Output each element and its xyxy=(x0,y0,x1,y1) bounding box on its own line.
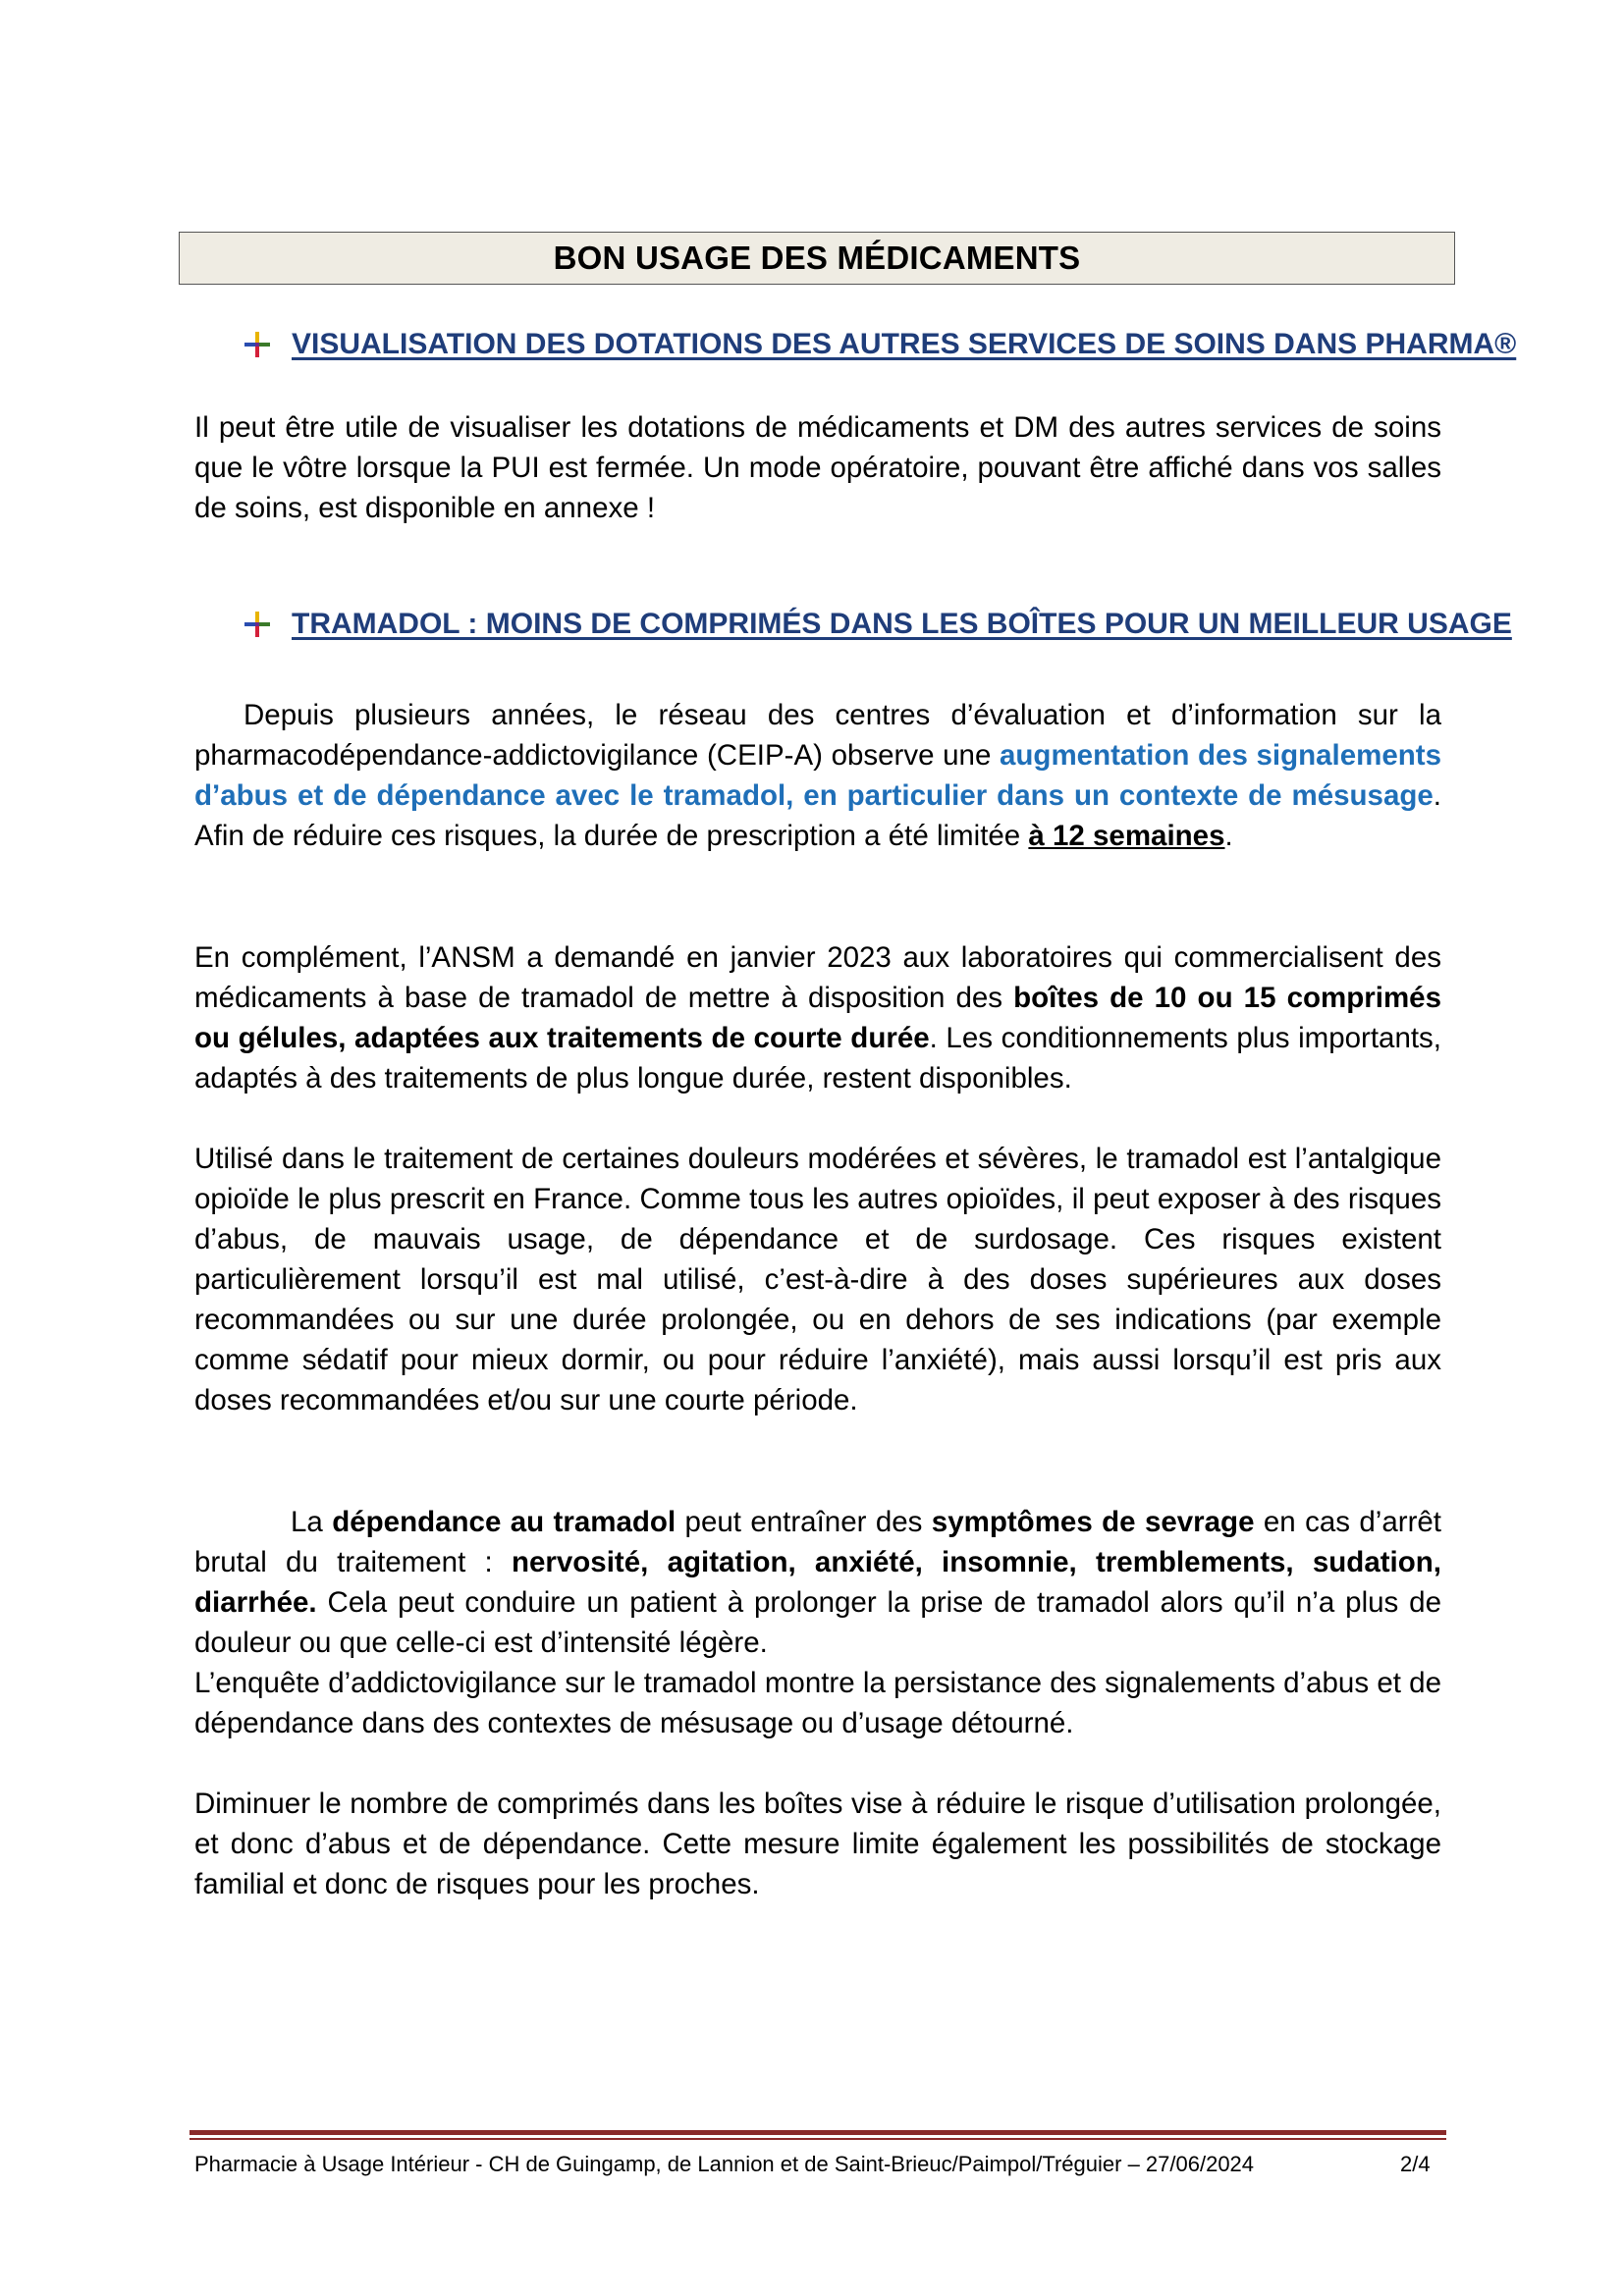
page-number: 2/4 xyxy=(1400,2152,1431,2176)
section2-heading xyxy=(243,608,1512,641)
section1-paragraph: Il peut être utile de visualiser les dotations de médicaments et DM des autres services de soins que le vôtre lorsque la PUI est fermée. Un mode opératoire, pouvant être affiché dans vos salles de soins, est disponible en annexe ! xyxy=(194,411,1441,524)
four-color-plus-bullet-icon xyxy=(243,330,272,359)
tramadol-paragraph-2: En complément, l’ANSM a demandé en janvier 2023 aux laboratoires qui commercialisent des médicaments à base de tramadol de mettre à disposition des boîtes de 10 ou 15 comprimés ou gélules, adaptées aux traitements de courte durée. Les conditionnements plus importants, adaptés à des traitements de plus longue durée, restent disponibles. xyxy=(194,941,1441,1095)
footer-divider xyxy=(189,2130,1446,2135)
section1-heading xyxy=(243,328,1516,361)
tramadol-paragraph-4: La dépendance au tramadol peut entraîner des symptômes de sevrage en cas d’arrêt brutal du traitement : nervosité, agitation, anxiété, insomnie, tremblements, sudation, diarrhée. Cela peut conduire un patient à prolonger la prise de tramadol alors qu’il n’a plus de douleur ou que celle-ci est d’intensité légère. xyxy=(194,1506,1441,1659)
section2-heading-text: TRAMADOL : MOINS DE COMPRIMÉS DANS LES BOÎTES POUR UN MEILLEUR USAGE xyxy=(292,608,1512,640)
tramadol-paragraph-5: L’enquête d’addictovigilance sur le tramadol montre la persistance des signalements d’abus et de dépendance dans des contextes de mésusage ou d’usage détourné. xyxy=(194,1667,1441,1739)
footer-text: Pharmacie à Usage Intérieur - CH de Guingamp, de Lannion et de Saint-Brieuc/Paimpol/Tréguier – 27/06/2024 xyxy=(194,2152,1255,2176)
duration-limit: à 12 semaines xyxy=(1028,820,1225,852)
footer-divider-thin xyxy=(189,2138,1446,2140)
document-title: BON USAGE DES MÉDICAMENTS xyxy=(553,240,1081,276)
section1-heading-text: VISUALISATION DES DOTATIONS DES AUTRES SERVICES DE SOINS DANS PHARMA® xyxy=(292,328,1517,360)
tramadol-paragraph-1: Depuis plusieurs années, le réseau des centres d’évaluation et d’information sur la pharmacodépendance-addictovigilance (CEIP-A) observe une augmentation des signalements d’abus et de dépendance avec le tramadol, en particulier dans un contexte de mésusage. Afin de réduire ces risques, la durée de prescription a été limitée à 12 semaines. xyxy=(194,699,1442,852)
four-color-plus-bullet-icon xyxy=(243,610,272,639)
highlight-text: augmentation des signalements d’abus et de dépendance avec le tramadol, en particulier dans un contexte de mésusage xyxy=(194,739,1442,812)
tramadol-paragraph-3: Utilisé dans le traitement de certaines douleurs modérées et sévères, le tramadol est l’antalgique opioïde le plus prescrit en France. Comme tous les autres opioïdes, il peut exposer à des risques d’abus, de mauvais usage, de dépendance et de surdosage. Ces risques existent particulièrement lorsqu’il est mal utilisé, c’est-à-dire à des doses supérieures aux doses recommandées ou sur une durée prolongée, ou en dehors de ses indications (par exemple comme sédatif pour mieux dormir, ou pour réduire l’anxiété), mais aussi lorsqu’il est pris aux doses recommandées et/ou sur une courte période. xyxy=(194,1143,1441,1416)
title-box xyxy=(179,232,1455,285)
tramadol-paragraph-6: Diminuer le nombre de comprimés dans les boîtes vise à réduire le risque d’utilisation prolongée, et donc d’abus et de dépendance. Cette mesure limite également les possibilités de stockage familial et donc de risques pour les proches. xyxy=(194,1788,1441,1900)
